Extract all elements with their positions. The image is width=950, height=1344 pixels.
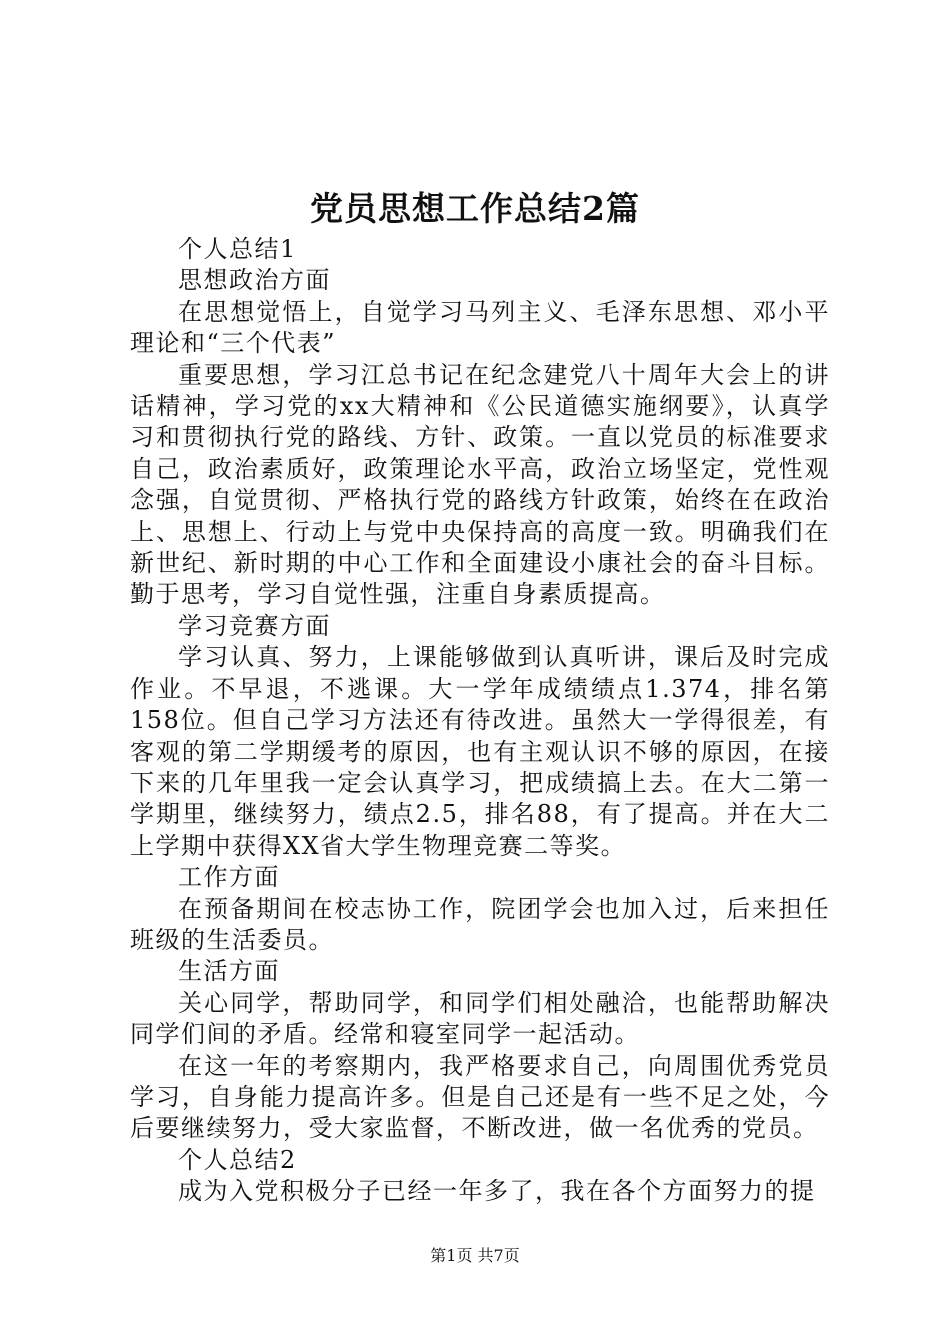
page-footer: 第1页 共7页 [430,1246,520,1265]
document-body [130,234,830,1208]
section-heading-study: 学习竞赛方面 [178,611,331,640]
paragraph: 在预备期间在校志协工作，院团学会也加入过，后来担任班级的生活委员。 [130,894,830,954]
paragraph: 学习认真、努力，上课能够做到认真听讲，课后及时完成作业。不早退，不逃课。大一学年成绩绩点1.374，排名第158位。但自己学习方法还有待改进。虽然大一学得很差，有客观的第二学期缓考的原因，也有主观认识不够的原因，在接下来的几年里我一定会认真学习，把成绩搞上去。在大二第一学期里，继续努力，绩点2.5，排名88，有了提高。并在大二上学期中获得XX省大学生物理竞赛二等奖。 [130,643,830,860]
paragraph: 在这一年的考察期内，我严格要求自己，向周围优秀党员学习，自身能力提高许多。但是自己还是有一些不足之处，今后要继续努力，受大家监督，不断改进，做一名优秀的党员。 [130,1051,830,1143]
section-heading-political: 思想政治方面 [178,266,331,295]
paragraph: 成为入党积极分子已经一年多了，我在各个方面努力的提 [178,1177,816,1206]
document-title: 党员思想工作总结2篇 [310,189,640,228]
paragraph: 重要思想，学习江总书记在纪念建党八十周年大会上的讲话精神，学习党的xx大精神和《公民道德实施纲要》，认真学习和贯彻执行党的路线、方针、政策。一直以党员的标准要求自己，政治素质好，政策理论水平高，政治立场坚定，党性观念强，自觉贯彻、严格执行党的路线方针政策，始终在在政治上、思想上、行动上与党中央保持高的高度一致。明确我们在新世纪、新时期的中心工作和全面建设小康社会的奋斗目标。勤于思考，学习自觉性强，注重自身素质提高。 [130,360,830,609]
section-heading-life: 生活方面 [178,957,280,986]
paragraph: 在思想觉悟上，自觉学习马列主义、毛泽东思想、邓小平理论和“三个代表” [130,297,830,358]
section-heading-summary-1: 个人总结1 [178,235,297,263]
paragraph: 关心同学，帮助同学，和同学们相处融洽，也能帮助解决同学们间的矛盾。经常和寝室同学一起活动。 [130,988,830,1049]
section-heading-work: 工作方面 [178,863,280,892]
section-heading-summary-2: 个人总结2 [178,1145,297,1174]
